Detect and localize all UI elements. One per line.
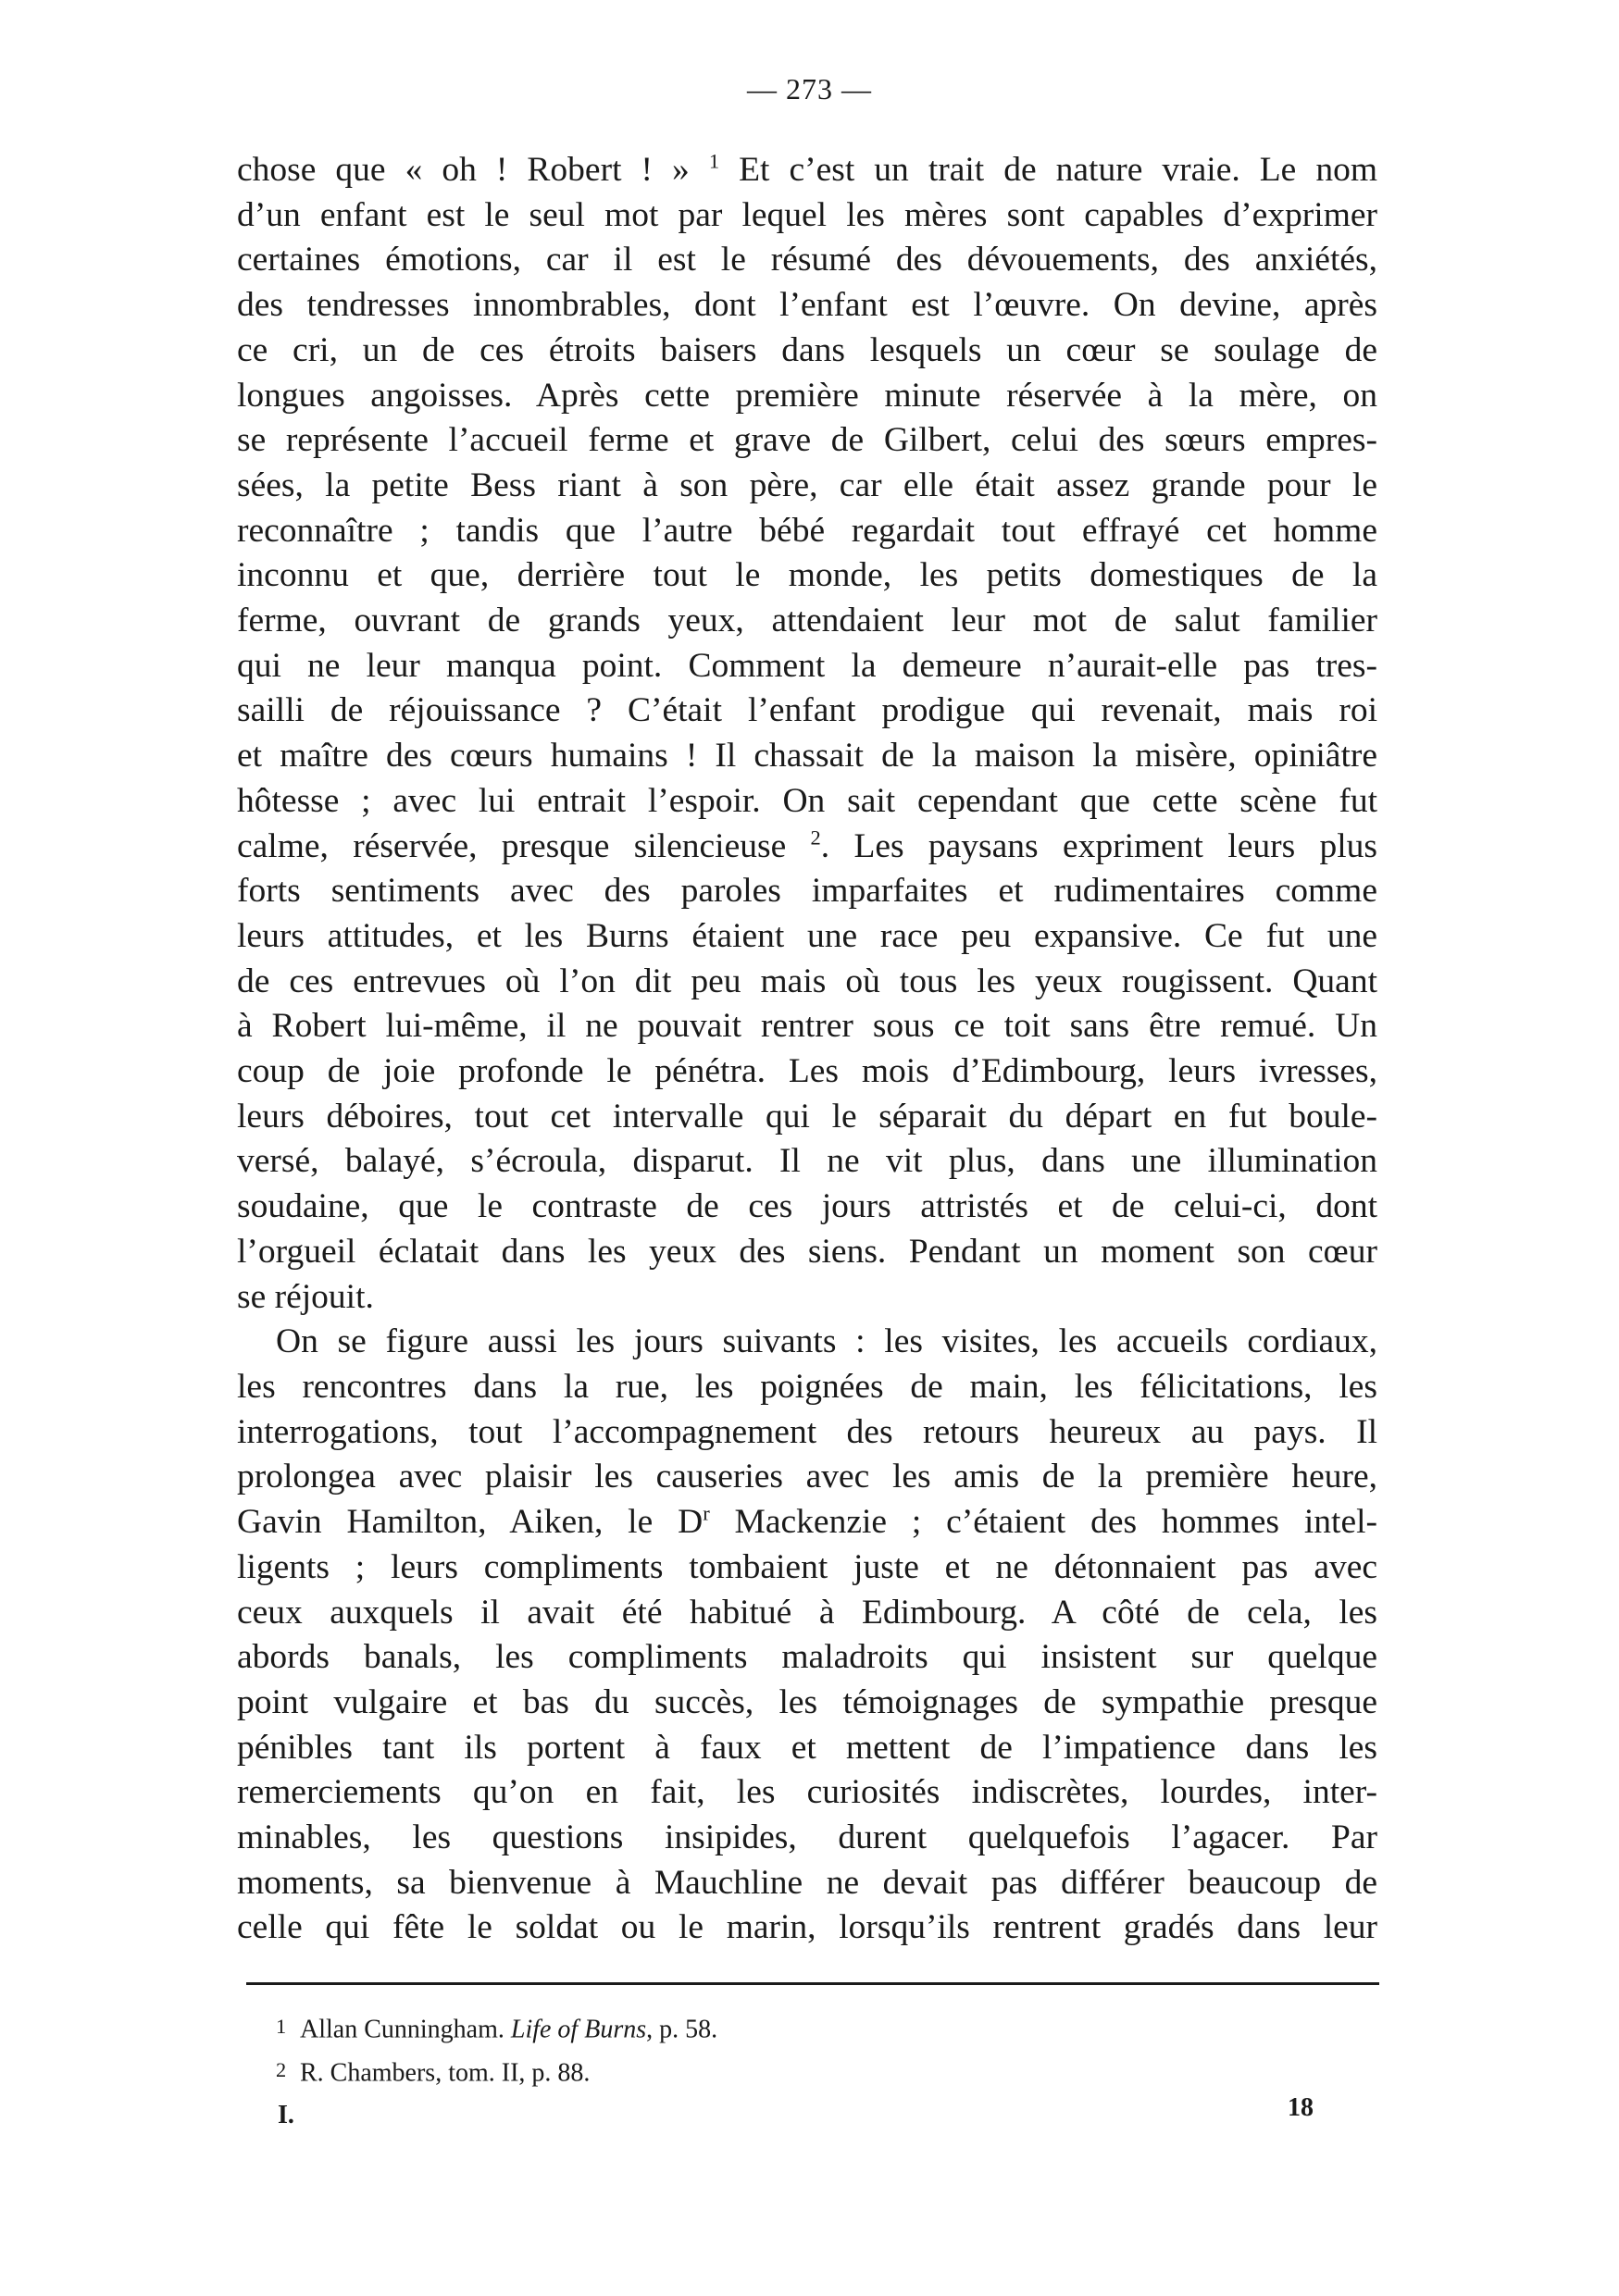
footnote [276,2006,717,2050]
footnote [276,2050,717,2093]
text-line: ce cri, un de ces étroits baisers dans lesquels un cœur se soulage de [237,330,1377,369]
text-line: prolongea avec plaisir les causeries avec les amis de la première heure, [237,1458,1377,1496]
text-line: longues angoisses. Après cette première minute réservée à la mère, on [237,376,1377,415]
text-line: abords banals, les compliments maladroits qui insistent sur quelque [237,1638,1377,1677]
superscript-marker: 2 [810,825,821,850]
text-line: l’orgueil éclatait dans les yeux des siens. Pendant un moment son cœur [237,1232,1377,1271]
text-line: interrogations, tout l’accompagnement des retours heureux au pays. Il [237,1412,1377,1451]
text-line: minables, les questions insipides, durent quelquefois l’agacer. Par [237,1818,1377,1857]
text-line: de ces entrevues où l’on dit peu mais où tous les yeux rougissent. Quant [237,962,1377,1000]
text-line: ceux auxquels il avait été habitué à Edimbourg. A côté de cela, les [237,1593,1377,1632]
text-line: remerciements qu’on en fait, les curiosités indiscrètes, lourdes, inter- [237,1773,1377,1812]
text-line [237,1500,1377,1545]
text-line: soudaine, que le contraste de ces jours attristés et de celui-ci, dont [237,1187,1377,1226]
text-line [237,148,1377,193]
text-line: ligents ; leurs compliments tombaient juste et ne détonnaient pas avec [237,1547,1377,1586]
text-line: point vulgaire et bas du succès, les témoignages de sympathie presque [237,1682,1377,1721]
text-line: des tendresses innombrables, dont l’enfant est l’œuvre. On devine, après [237,286,1377,325]
text-segment: calme, réservée, presque silencieuse [237,826,811,865]
footnote-author: R. Chambers, tom. II, p. 88. [300,2058,591,2088]
superscript-marker: r [703,1501,710,1525]
text-segment: Et c’est un trait de nature vraie. Le nom [719,151,1377,189]
text-line: coup de joie profonde le pénétra. Les mois d’Edimbourg, leurs ivresses, [237,1052,1377,1091]
text-segment: chose que « oh ! Robert ! » [237,151,709,189]
footnote-rest: , p. 58. [646,2015,718,2044]
body-text [237,148,1377,1951]
text-line: les rencontres dans la rue, les poignées de main, les félicitations, les [237,1367,1377,1406]
text-segment: Gavin Hamilton, Aiken, le D [237,1503,704,1542]
text-line: d’un enfant est le seul mot par lequel les mères sont capables d’exprimer [237,195,1377,234]
footnote-title: Life of Burns [510,2015,647,2044]
text-line: hôtesse ; avec lui entrait l’espoir. On sait cependant que cette scène fut [237,781,1377,820]
text-line: On se figure aussi les jours suivants : les visites, les accueils cordiaux, [276,1322,1377,1361]
text-line: sailli de réjouissance ? C’était l’enfant prodigue qui revenait, mais roi [237,691,1377,730]
text-line: leurs déboires, tout cet intervalle qui le séparait du départ en fut boule- [237,1097,1377,1136]
footnote-marker: 2 [276,2058,287,2082]
text-line: et maître des cœurs humains ! Il chassait de la maison la misère, opiniâtre [237,737,1377,776]
superscript-marker: 1 [708,149,720,173]
text-line: ferme, ouvrant de grands yeux, attendaient leur mot de salut familier [237,602,1377,640]
text-line: se réjouit. [237,1277,374,1316]
text-segment: . Les paysans expriment leurs plus [820,826,1377,865]
text-line [237,825,1377,870]
text-line: pénibles tant ils portent à faux et mettent de l’impatience dans les [237,1728,1377,1767]
text-line: à Robert lui-même, il ne pouvait rentrer sous ce toit sans être remué. Un [237,1007,1377,1046]
footnote-marker: 1 [276,2015,287,2038]
page-number: — 273 — [747,72,872,105]
text-line: forts sentiments avec des paroles imparfaites et rudimentaires comme [237,872,1377,911]
footnote-author: Allan Cunningham. [300,2015,511,2044]
signature-mark: I. [278,2101,294,2129]
footnote-rule [246,1982,1379,1985]
text-line: qui ne leur manqua point. Comment la demeure n’aurait-elle pas tres- [237,646,1377,685]
text-line: leurs attitudes, et les Burns étaient une race peu expansive. Ce fut une [237,916,1377,955]
text-line: se représente l’accueil ferme et grave de Gilbert, celui des sœurs empres- [237,421,1377,460]
text-line: inconnu et que, derrière tout le monde, les petits domestiques de la [237,556,1377,595]
text-line: versé, balayé, s’écroula, disparut. Il ne vit plus, dans une illumination [237,1142,1377,1181]
text-line: reconnaître ; tandis que l’autre bébé regardait tout effrayé cet homme [237,511,1377,550]
text-line: sées, la petite Bess riant à son père, car elle était assez grande pour le [237,465,1377,504]
text-line: celle qui fête le soldat ou le marin, lorsqu’ils rentrent gradés dans leur [237,1908,1377,1947]
folio-number: 18 [1288,2093,1314,2122]
text-line: certaines émotions, car il est le résumé des dévouements, des anxiétés, [237,241,1377,279]
text-segment: Mackenzie ; c’étaient des hommes intel- [709,1503,1377,1542]
footnotes [276,2006,717,2094]
text-line: moments, sa bienvenue à Mauchline ne devait pas différer beaucoup de [237,1863,1377,1902]
